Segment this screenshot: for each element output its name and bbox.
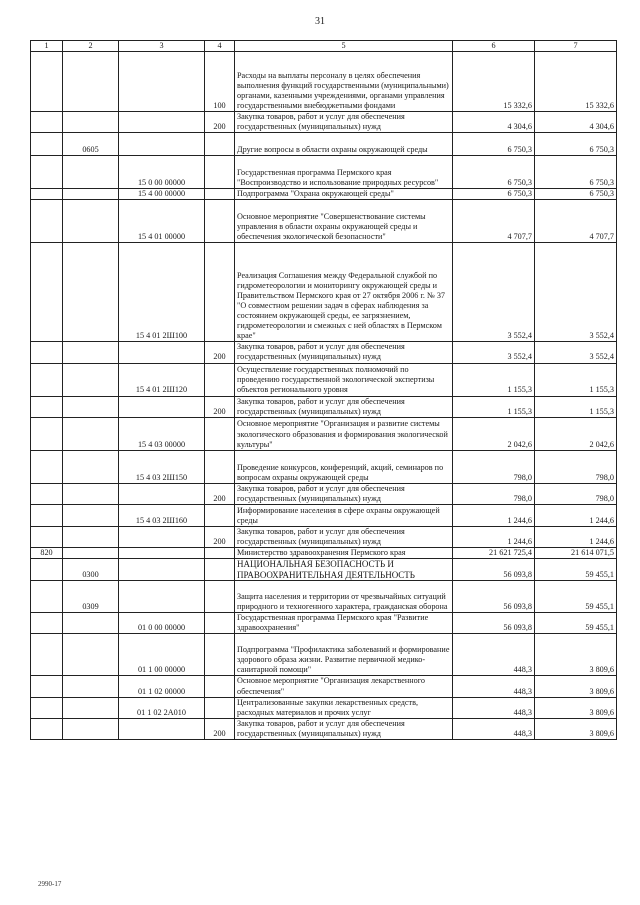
item-name-cell: Защита населения и территории от чрезвычайных ситуаций природного и техногенного характера, гражданская оборона <box>235 581 453 613</box>
item-name-cell: Закупка товаров, работ и услуг для обеспечения государственных (муниципальных) нужд <box>235 396 453 417</box>
expense-type-cell <box>205 156 235 189</box>
expense-type-cell <box>205 133 235 156</box>
target-article-cell: 15 4 03 2Ш160 <box>119 504 205 526</box>
amount-year1-cell: 448,3 <box>453 697 535 718</box>
section-code-cell <box>63 363 119 396</box>
ministry-code-cell <box>31 342 63 363</box>
ministry-code-cell <box>31 200 63 243</box>
table-row <box>31 504 617 526</box>
expense-type-cell: 200 <box>205 718 235 739</box>
target-article-cell <box>119 133 205 156</box>
amount-year2-cell: 4 304,6 <box>535 112 617 133</box>
amount-year2-cell: 3 809,6 <box>535 697 617 718</box>
target-article-cell <box>119 396 205 417</box>
target-article-cell <box>119 52 205 112</box>
amount-year2-cell: 3 552,4 <box>535 342 617 363</box>
table-row <box>31 200 617 243</box>
amount-year1-cell: 21 621 725,4 <box>453 548 535 559</box>
expense-type-cell <box>205 450 235 483</box>
table-row <box>31 634 617 676</box>
table-row <box>31 450 617 483</box>
target-article-cell: 15 4 03 00000 <box>119 417 205 450</box>
item-name-cell: Государственная программа Пермского края "Развитие здравоохранения" <box>235 613 453 634</box>
amount-year2-cell: 59 455,1 <box>535 581 617 613</box>
expense-type-cell: 200 <box>205 396 235 417</box>
target-article-cell <box>119 112 205 133</box>
table-row <box>31 526 617 547</box>
expense-type-cell <box>205 613 235 634</box>
section-code-cell <box>63 483 119 504</box>
expense-type-cell: 100 <box>205 52 235 112</box>
ministry-code-cell <box>31 450 63 483</box>
ministry-code-cell <box>31 243 63 342</box>
expense-type-cell <box>205 200 235 243</box>
section-code-cell <box>63 189 119 200</box>
item-name-cell: Закупка товаров, работ и услуг для обеспечения государственных (муниципальных) нужд <box>235 342 453 363</box>
target-article-cell: 01 1 00 00000 <box>119 634 205 676</box>
ministry-code-cell <box>31 417 63 450</box>
target-article-cell <box>119 483 205 504</box>
ministry-code-cell <box>31 559 63 581</box>
item-name-cell: Осуществление государственных полномочий по проведению государственной экологической экспертизы объектов регионального уровня <box>235 363 453 396</box>
section-code-cell <box>63 634 119 676</box>
section-code-cell <box>63 396 119 417</box>
table-row <box>31 112 617 133</box>
amount-year1-cell: 56 093,8 <box>453 559 535 581</box>
section-code-cell <box>63 342 119 363</box>
amount-year1-cell: 56 093,8 <box>453 613 535 634</box>
section-code-cell <box>63 450 119 483</box>
table-row <box>31 363 617 396</box>
expense-type-cell <box>205 697 235 718</box>
amount-year1-cell: 6 750,3 <box>453 156 535 189</box>
target-article-cell: 15 4 01 2Ш100 <box>119 243 205 342</box>
ministry-code-cell <box>31 676 63 697</box>
table-row <box>31 559 617 581</box>
amount-year1-cell: 1 244,6 <box>453 526 535 547</box>
ministry-code-cell <box>31 483 63 504</box>
table-row <box>31 417 617 450</box>
amount-year1-cell: 448,3 <box>453 634 535 676</box>
table-row <box>31 156 617 189</box>
ministry-code-cell <box>31 634 63 676</box>
ministry-code-cell <box>31 156 63 189</box>
amount-year2-cell: 798,0 <box>535 483 617 504</box>
amount-year2-cell: 6 750,3 <box>535 156 617 189</box>
amount-year2-cell: 3 552,4 <box>535 243 617 342</box>
expense-type-cell <box>205 634 235 676</box>
expense-type-cell <box>205 363 235 396</box>
item-name-cell: Министерство здравоохранения Пермского края <box>235 548 453 559</box>
expense-type-cell <box>205 676 235 697</box>
ministry-code-cell <box>31 396 63 417</box>
header-cell: 3 <box>119 41 205 52</box>
target-article-cell: 15 4 03 2Ш150 <box>119 450 205 483</box>
budget-table <box>30 40 617 740</box>
target-article-cell <box>119 559 205 581</box>
section-code-cell <box>63 504 119 526</box>
target-article-cell: 01 0 00 00000 <box>119 613 205 634</box>
item-name-cell: Расходы на выплаты персоналу в целях обеспечения выполнения функций государственными (муниципальными) органами, казенными учреждениями, органами управления государственными внебюджетными фондами <box>235 52 453 112</box>
amount-year1-cell: 6 750,3 <box>453 133 535 156</box>
expense-type-cell <box>205 581 235 613</box>
expense-type-cell <box>205 504 235 526</box>
target-article-cell <box>119 581 205 613</box>
section-code-cell: 0309 <box>63 581 119 613</box>
amount-year1-cell: 4 707,7 <box>453 200 535 243</box>
table-row <box>31 548 617 559</box>
amount-year1-cell: 15 332,6 <box>453 52 535 112</box>
amount-year1-cell: 448,3 <box>453 718 535 739</box>
amount-year2-cell: 59 455,1 <box>535 559 617 581</box>
section-code-cell <box>63 200 119 243</box>
item-name-cell: Подпрограмма "Охрана окружающей среды" <box>235 189 453 200</box>
ministry-code-cell <box>31 526 63 547</box>
section-code-cell <box>63 417 119 450</box>
ministry-code-cell <box>31 112 63 133</box>
expense-type-cell <box>205 243 235 342</box>
amount-year2-cell: 15 332,6 <box>535 52 617 112</box>
expense-type-cell: 200 <box>205 112 235 133</box>
table-row <box>31 697 617 718</box>
expense-type-cell <box>205 189 235 200</box>
amount-year2-cell: 6 750,3 <box>535 133 617 156</box>
amount-year2-cell: 3 809,6 <box>535 718 617 739</box>
amount-year2-cell: 3 809,6 <box>535 634 617 676</box>
section-code-cell <box>63 718 119 739</box>
table-row <box>31 613 617 634</box>
table-row <box>31 342 617 363</box>
target-article-cell: 15 4 01 2Ш120 <box>119 363 205 396</box>
expense-type-cell: 200 <box>205 526 235 547</box>
target-article-cell: 01 1 02 2А010 <box>119 697 205 718</box>
header-cell: 4 <box>205 41 235 52</box>
header-cell: 1 <box>31 41 63 52</box>
amount-year2-cell: 1 155,3 <box>535 396 617 417</box>
table-row <box>31 133 617 156</box>
table-row <box>31 581 617 613</box>
amount-year1-cell: 6 750,3 <box>453 189 535 200</box>
expense-type-cell <box>205 417 235 450</box>
amount-year1-cell: 56 093,8 <box>453 581 535 613</box>
target-article-cell: 15 4 00 00000 <box>119 189 205 200</box>
expense-type-cell: 200 <box>205 342 235 363</box>
header-cell: 2 <box>63 41 119 52</box>
amount-year1-cell: 4 304,6 <box>453 112 535 133</box>
section-code-cell <box>63 156 119 189</box>
amount-year2-cell: 59 455,1 <box>535 613 617 634</box>
target-article-cell: 15 0 00 00000 <box>119 156 205 189</box>
section-code-cell: 0605 <box>63 133 119 156</box>
amount-year2-cell: 3 809,6 <box>535 676 617 697</box>
table-row <box>31 483 617 504</box>
section-code-cell <box>63 243 119 342</box>
target-article-cell <box>119 342 205 363</box>
item-name-cell: Информирование населения в сфере охраны окружающей среды <box>235 504 453 526</box>
amount-year2-cell: 1 155,3 <box>535 363 617 396</box>
amount-year1-cell: 3 552,4 <box>453 243 535 342</box>
header-cell: 7 <box>535 41 617 52</box>
amount-year2-cell: 21 614 071,5 <box>535 548 617 559</box>
ministry-code-cell <box>31 581 63 613</box>
target-article-cell: 15 4 01 00000 <box>119 200 205 243</box>
table-row <box>31 718 617 739</box>
ministry-code-cell <box>31 133 63 156</box>
amount-year1-cell: 2 042,6 <box>453 417 535 450</box>
section-code-cell: 0300 <box>63 559 119 581</box>
table-row <box>31 243 617 342</box>
target-article-cell <box>119 718 205 739</box>
ministry-code-cell <box>31 363 63 396</box>
footer-code: 2990-17 <box>38 880 62 888</box>
section-code-cell <box>63 697 119 718</box>
section-code-cell <box>63 112 119 133</box>
item-name-cell: Закупка товаров, работ и услуг для обеспечения государственных (муниципальных) нужд <box>235 526 453 547</box>
item-name-cell: Государственная программа Пермского края "Воспроизводство и использование природных ресурсов" <box>235 156 453 189</box>
target-article-cell: 01 1 02 00000 <box>119 676 205 697</box>
item-name-cell: Основное мероприятие "Организация лекарственного обеспечения" <box>235 676 453 697</box>
ministry-code-cell <box>31 189 63 200</box>
ministry-code-cell <box>31 718 63 739</box>
ministry-code-cell <box>31 697 63 718</box>
amount-year2-cell: 1 244,6 <box>535 526 617 547</box>
item-name-cell: Централизованные закупки лекарственных средств, расходных материалов и прочих услуг <box>235 697 453 718</box>
table-row <box>31 52 617 112</box>
item-name-cell: Закупка товаров, работ и услуг для обеспечения государственных (муниципальных) нужд <box>235 718 453 739</box>
ministry-code-cell <box>31 504 63 526</box>
ministry-code-cell <box>31 52 63 112</box>
amount-year2-cell: 4 707,7 <box>535 200 617 243</box>
page-number: 31 <box>315 16 325 27</box>
item-name-cell: Другие вопросы в области охраны окружающей среды <box>235 133 453 156</box>
table-row <box>31 396 617 417</box>
item-name-cell: Проведение конкурсов, конференций, акций, семинаров по вопросам охраны окружающей среды <box>235 450 453 483</box>
amount-year2-cell: 6 750,3 <box>535 189 617 200</box>
item-name-cell: Закупка товаров, работ и услуг для обеспечения государственных (муниципальных) нужд <box>235 483 453 504</box>
item-name-cell: Подпрограмма "Профилактика заболеваний и формирование здорового образа жизни. Развитие первичной медико-санитарной помощи" <box>235 634 453 676</box>
amount-year1-cell: 448,3 <box>453 676 535 697</box>
section-code-cell <box>63 526 119 547</box>
expense-type-cell: 200 <box>205 483 235 504</box>
amount-year2-cell: 1 244,6 <box>535 504 617 526</box>
expense-type-cell <box>205 559 235 581</box>
amount-year1-cell: 798,0 <box>453 450 535 483</box>
ministry-code-cell: 820 <box>31 548 63 559</box>
amount-year2-cell: 798,0 <box>535 450 617 483</box>
ministry-code-cell <box>31 613 63 634</box>
item-name-cell: Закупка товаров, работ и услуг для обеспечения государственных (муниципальных) нужд <box>235 112 453 133</box>
amount-year2-cell: 2 042,6 <box>535 417 617 450</box>
target-article-cell <box>119 526 205 547</box>
section-code-cell <box>63 52 119 112</box>
amount-year1-cell: 1 155,3 <box>453 363 535 396</box>
amount-year1-cell: 3 552,4 <box>453 342 535 363</box>
target-article-cell <box>119 548 205 559</box>
amount-year1-cell: 1 244,6 <box>453 504 535 526</box>
table-row <box>31 676 617 697</box>
header-row <box>31 41 617 52</box>
section-code-cell <box>63 676 119 697</box>
header-cell: 6 <box>453 41 535 52</box>
item-name-cell: Реализация Соглашения между Федеральной службой по гидрометеорологии и мониторингу окружающей среды и Правительством Пермского края от 27 октября 2006 г. № 37 "О совместном решении задач в сферах наблюдения за состоянием окружающей среды, ее загрязнением, гидрометеорологии и смежных с ней областях в Пермском крае" <box>235 243 453 342</box>
table-row <box>31 189 617 200</box>
expense-type-cell <box>205 548 235 559</box>
header-cell: 5 <box>235 41 453 52</box>
amount-year1-cell: 1 155,3 <box>453 396 535 417</box>
amount-year1-cell: 798,0 <box>453 483 535 504</box>
section-code-cell <box>63 613 119 634</box>
item-name-cell: НАЦИОНАЛЬНАЯ БЕЗОПАСНОСТЬ И ПРАВООХРАНИТЕЛЬНАЯ ДЕЯТЕЛЬНОСТЬ <box>235 559 453 581</box>
item-name-cell: Основное мероприятие "Организация и развитие системы экологического образования и формирования экологической культуры" <box>235 417 453 450</box>
item-name-cell: Основное мероприятие "Совершенствование системы управления в области охраны окружающей среды и обеспечения экологической безопасности" <box>235 200 453 243</box>
section-code-cell <box>63 548 119 559</box>
